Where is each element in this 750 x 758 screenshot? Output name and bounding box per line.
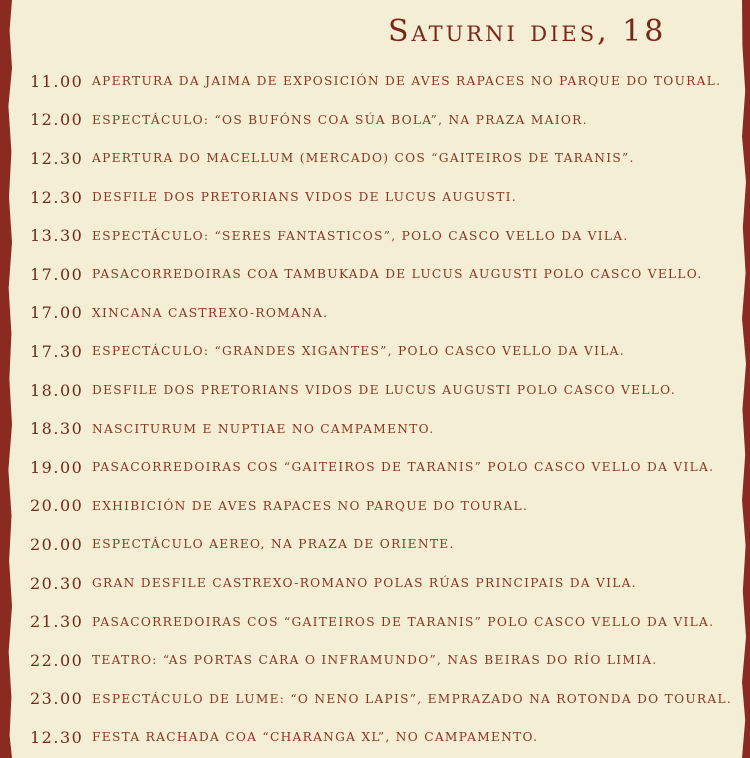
event-time: 17.30 (30, 341, 84, 361)
event-time: 11.00 (30, 71, 84, 91)
event-description: ESPECTÁCULO: “GRANDES XIGANTES”, POLO CASCO VELLO DA VILA. (92, 344, 625, 359)
schedule-row (30, 718, 742, 757)
event-time: 20.30 (30, 573, 84, 593)
schedule-row (30, 371, 742, 410)
schedule-row (30, 101, 742, 140)
event-description: APERTURA DA JAIMA DE EXPOSICIÓN DE AVES RAPACES NO PARQUE DO TOURAL. (92, 74, 722, 89)
schedule-row (30, 178, 742, 217)
event-description: DESFILE DOS PRETORIANS VIDOS DE LUCUS AUGUSTI. (92, 190, 517, 205)
schedule-row (30, 255, 742, 294)
event-time: 12.00 (30, 110, 84, 130)
event-time: 12.30 (30, 727, 84, 747)
event-description: XINCANA CASTREXO-ROMANA. (92, 305, 329, 320)
event-description: FESTA RACHADA COA “CHARANGA XL”, NO CAMPAMENTO. (92, 730, 539, 745)
event-time: 20.00 (30, 534, 84, 554)
event-description: DESFILE DOS PRETORIANS VIDOS DE LUCUS AUGUSTI POLO CASCO VELLO. (92, 383, 676, 398)
schedule-row (30, 409, 742, 448)
event-description: EXHIBICIÓN DE AVES RAPACES NO PARQUE DO TOURAL. (92, 498, 529, 513)
event-description: PASACORREDOIRAS COA TAMBUKADA DE LUCUS AUGUSTI POLO CASCO VELLO. (92, 267, 703, 282)
schedule-row (30, 487, 742, 526)
event-time: 12.30 (30, 148, 84, 168)
event-description: GRAN DESFILE CASTREXO-ROMANO POLAS RÚAS PRINCIPAIS DA VILA. (92, 576, 637, 591)
event-description: PASACORREDOIRAS COS “GAITEIROS DE TARANIS” POLO CASCO VELLO DA VILA. (92, 460, 715, 475)
event-time: 17.00 (30, 303, 84, 323)
event-time: 23.00 (30, 689, 84, 709)
schedule-row (30, 62, 742, 101)
event-time: 18.00 (30, 380, 84, 400)
event-time: 13.30 (30, 226, 84, 246)
schedule-row (30, 602, 742, 641)
event-time: 12.30 (30, 187, 84, 207)
event-time: 22.00 (30, 650, 84, 670)
event-description: ESPECTÁCULO AEREO, NA PRAZA DE ORIENTE. (92, 537, 455, 552)
schedule-row (30, 525, 742, 564)
schedule-row (30, 332, 742, 371)
event-description: ESPECTÁCULO: “SERES FANTASTICOS”, POLO CASCO VELLO DA VILA. (92, 228, 629, 243)
event-time: 17.00 (30, 264, 84, 284)
right-border-decoration (742, 0, 750, 758)
event-time: 19.00 (30, 457, 84, 477)
event-description: APERTURA DO MACELLUM (MERCADO) COS “GAITEIROS DE TARANIS”. (92, 151, 635, 166)
schedule-row (30, 294, 742, 333)
event-description: ESPECTÁCULO: “OS BUFÓNS COA SÚA BOLA”, NA PRAZA MAIOR. (92, 112, 588, 127)
event-description: PASACORREDOIRAS COS “GAITEIROS DE TARANIS” POLO CASCO VELLO DA VILA. (92, 614, 715, 629)
schedule-row (30, 216, 742, 255)
event-description: NASCITURUM E NUPTIAE NO CAMPAMENTO. (92, 421, 435, 436)
left-border-decoration (0, 0, 12, 758)
event-description: TEATRO: “AS PORTAS CARA O INFRAMUNDO”, NAS BEIRAS DO RÍO LIMIA. (92, 653, 658, 668)
event-description: ESPECTÁCULO DE LUME: “O NENO LAPIS”, EMPRAZADO NA ROTONDA DO TOURAL. (92, 691, 733, 706)
event-time: 18.30 (30, 419, 84, 439)
schedule-row (30, 139, 742, 178)
page-title: Saturni dies, 18 (388, 14, 667, 49)
schedule-row (30, 448, 742, 487)
schedule-row (30, 641, 742, 680)
event-time: 21.30 (30, 612, 84, 632)
schedule-list (30, 62, 742, 757)
schedule-row (30, 564, 742, 603)
event-time: 20.00 (30, 496, 84, 516)
schedule-row (30, 680, 742, 719)
